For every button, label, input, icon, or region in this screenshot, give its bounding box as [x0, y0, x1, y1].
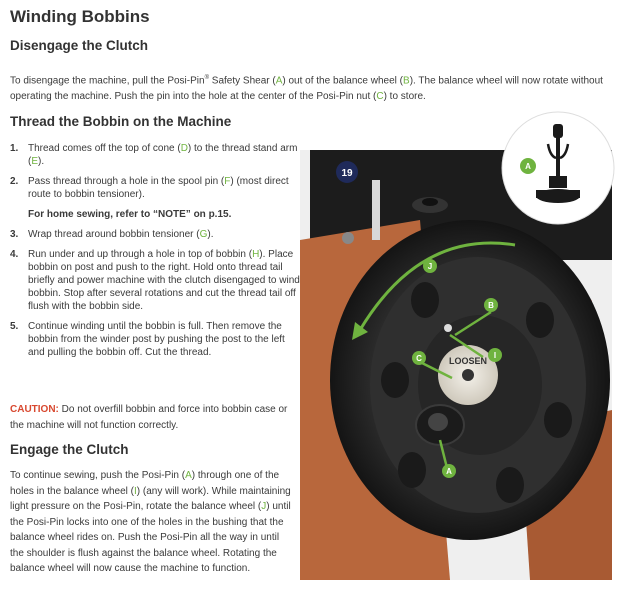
- step-letter-ref: H: [252, 249, 260, 260]
- heading-disengage: Disengage the Clutch: [10, 38, 149, 53]
- step-text: ) to the thread stand arm (: [28, 143, 298, 167]
- bobbin-label: LOOSEN: [448, 356, 488, 366]
- disengage-paragraph-text: Safety Shear (: [209, 75, 276, 87]
- disengage-paragraph-text: ) to store.: [383, 90, 426, 102]
- thread-step: [10, 248, 300, 313]
- step-number: 4.: [10, 249, 19, 260]
- posi-pin-shaft: [556, 136, 560, 178]
- step-letter-ref: F: [224, 176, 231, 187]
- callout-i-label: I: [493, 351, 497, 360]
- posi-pin-hole: [444, 324, 452, 332]
- callout-a-inset-label: A: [525, 162, 531, 171]
- thread-step: [10, 175, 300, 201]
- engage-paragraph-text: To continue sewing, push the Posi-Pin (: [10, 470, 186, 481]
- callout-j-label: J: [427, 262, 433, 271]
- thread-step: [10, 228, 300, 241]
- step-number: 2.: [10, 176, 19, 187]
- step-text: Wrap thread around bobbin tensioner (: [28, 229, 200, 240]
- home-sewing-note: For home sewing, refer to “NOTE” on p.15.: [28, 209, 232, 220]
- step-text: Pass thread through a hole in the spool pin (: [28, 176, 225, 187]
- step-number: 5.: [10, 321, 19, 332]
- step-text: ). Place bobbin on post and push to the right. Hold onto thread tail briefly and power machine with the clutch disengaged to wind bobbin. Stop after several rotations and cut the thread tail off flush with the bobbin side.: [28, 249, 300, 312]
- engage-paragraph: [10, 468, 292, 577]
- step-letter-ref: E: [31, 156, 39, 167]
- disengage-paragraph-text: To disengage the machine, pull the Posi-Pin: [10, 75, 205, 87]
- disengage-paragraph-text: ®: [204, 75, 209, 81]
- posi-pin-head: [428, 413, 448, 431]
- step-text: Run under and up through a hole in top of bobbin (: [28, 249, 253, 260]
- step-text: ) (most direct route to bobbin tensioner).: [28, 176, 289, 200]
- disengage-paragraph-letter-ref: B: [403, 75, 410, 87]
- step-letter-ref: D: [180, 143, 188, 154]
- disengage-paragraph-text: ). The balance wheel will now rotate without operating the machine. Push the pin into the hole at the center of the Posi-Pin nut (: [10, 75, 603, 102]
- engage-paragraph-text: ) through one of the holes in the balance wheel (: [10, 470, 280, 497]
- thread-step: [10, 320, 300, 359]
- step-number: 1.: [10, 143, 19, 154]
- bobbin-center: [462, 369, 474, 381]
- caution-paragraph: [10, 402, 300, 433]
- screw: [342, 232, 354, 244]
- thread-steps-list: [10, 142, 300, 366]
- step-text: Thread comes off the top of cone (: [28, 143, 181, 154]
- callout-a-main-label: A: [446, 467, 452, 476]
- thread-step: [10, 142, 300, 168]
- caution-text: Do not overfill bobbin and force into bobbin case or the machine will not function correctly.: [10, 404, 288, 431]
- posi-pin-tip: [553, 124, 563, 138]
- page-title: Winding Bobbins: [10, 7, 150, 26]
- engage-paragraph-text: ) until the Posi-Pin locks into one of the holes in the bushing that the balance wheel rides on. Push the Posi-Pin all the way in until the shoulder is flush against the balance wheel. Rotating the balance wheel will now cause the machine to function.: [10, 501, 291, 574]
- callout-c-label: C: [416, 354, 422, 363]
- disengage-paragraph: [10, 71, 610, 104]
- posi-pin-collar: [549, 176, 567, 188]
- engage-paragraph-letter-ref: J: [261, 501, 267, 512]
- spool-pin: [372, 180, 380, 240]
- posi-pin-inset: [498, 108, 618, 228]
- engage-paragraph-letter-ref: I: [133, 485, 137, 497]
- figure-number: 19: [341, 168, 353, 179]
- callout-b-label: B: [488, 301, 494, 310]
- engage-paragraph-letter-ref: A: [185, 470, 192, 481]
- disengage-paragraph-letter-ref: A: [275, 75, 283, 87]
- step-letter-ref: G: [199, 229, 208, 240]
- step-text: ).: [207, 229, 214, 240]
- heading-thread: Thread the Bobbin on the Machine: [10, 114, 232, 129]
- tension-knob-top: [422, 198, 438, 206]
- disengage-paragraph-letter-ref: C: [376, 90, 384, 102]
- step-text: Continue winding until the bobbin is full. Then remove the bobbin from the winder post by pushing the post to the left and pulling the bobbin off. Cut the thread.: [28, 321, 285, 358]
- step-number: 3.: [10, 229, 19, 240]
- caution-label: CAUTION:: [10, 404, 59, 415]
- heading-engage: Engage the Clutch: [10, 442, 129, 457]
- posi-pin-base-side: [536, 190, 580, 198]
- engage-paragraph-text: ) (any will work). While maintaining light pressure on the Posi-Pin, rotate the balance wheel (: [10, 485, 291, 512]
- disengage-paragraph-text: ) out of the balance wheel (: [282, 75, 404, 87]
- step-text: ).: [38, 156, 45, 167]
